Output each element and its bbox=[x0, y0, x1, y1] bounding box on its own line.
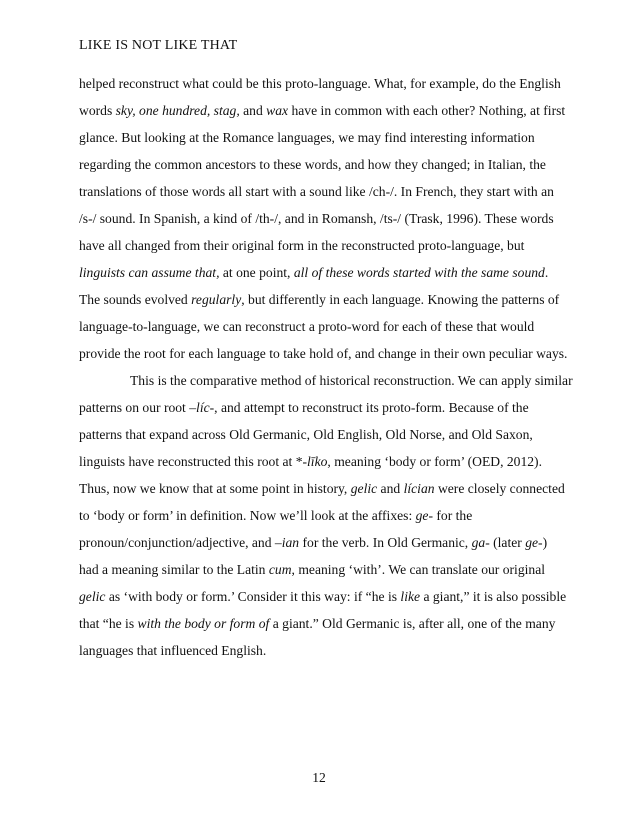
text-run: glance. But looking at the Romance languages, we may find interesting information bbox=[79, 130, 535, 145]
text-run: language-to-language, we can reconstruct a proto-word for each of these that would bbox=[79, 319, 535, 334]
text-run: patterns on our root – bbox=[79, 400, 197, 415]
italic-text: līko bbox=[307, 454, 328, 469]
text-run: helped reconstruct what could be this proto-language. What, for example, do the English bbox=[79, 76, 561, 91]
text-line bbox=[79, 313, 559, 340]
text-line bbox=[79, 475, 565, 502]
text-run: regarding the common ancestors to these words, and how they changed; in Italian, the bbox=[79, 157, 546, 172]
text-run: pronoun/conjunction/adjective, and – bbox=[79, 535, 282, 550]
text-line bbox=[79, 286, 559, 313]
text-run: for the verb. In Old Germanic, bbox=[299, 535, 472, 550]
text-run: a giant.” Old Germanic is, after all, one of the many bbox=[269, 616, 556, 631]
text-run: The sounds evolved bbox=[79, 292, 192, 307]
text-line bbox=[79, 178, 559, 205]
text-run: have all changed from their original form in the reconstructed proto-language, but bbox=[79, 238, 525, 253]
text-line bbox=[79, 394, 559, 421]
text-run: , but differently in each language. Knowing the patterns of bbox=[241, 292, 560, 307]
text-line bbox=[79, 232, 559, 259]
text-run: , and attempt to reconstruct its proto-form. Because of the bbox=[214, 400, 529, 415]
text-line bbox=[79, 637, 559, 664]
text-run: . bbox=[544, 265, 549, 280]
italic-text: gelic bbox=[79, 589, 106, 604]
text-line bbox=[79, 367, 573, 394]
text-line bbox=[79, 529, 559, 556]
text-line bbox=[79, 97, 566, 124]
text-line bbox=[79, 556, 559, 583]
italic-text: ge- bbox=[415, 508, 433, 523]
text-run: and bbox=[377, 481, 404, 496]
italic-text: ian bbox=[281, 535, 300, 550]
text-run: had a meaning similar to the Latin bbox=[79, 562, 269, 577]
text-run: that “he is bbox=[79, 616, 138, 631]
text-run: have in common with each other? Nothing, at first bbox=[288, 103, 566, 118]
text-line bbox=[79, 70, 559, 97]
text-run: patterns that expand across Old Germanic, Old English, Old Norse, and Old Saxon, bbox=[79, 427, 533, 442]
text-run: a giant,” it is also possible bbox=[420, 589, 567, 604]
italic-text: regularly bbox=[191, 292, 242, 307]
text-line bbox=[79, 205, 559, 232]
italic-text: all of these words started with the same sound bbox=[293, 265, 545, 280]
text-line bbox=[79, 502, 559, 529]
text-run: and bbox=[239, 103, 267, 118]
text-line bbox=[79, 340, 568, 367]
text-run: , meaning ‘body or form’ (OED, 2012). bbox=[327, 454, 542, 469]
text-run: words bbox=[79, 103, 116, 118]
text-run: , meaning ‘with’. We can translate our original bbox=[291, 562, 546, 577]
text-run: languages that influenced English. bbox=[79, 643, 267, 658]
italic-text: gelic bbox=[350, 481, 378, 496]
text-run: were closely connected bbox=[434, 481, 565, 496]
text-run: at one point, bbox=[219, 265, 294, 280]
italic-text: wax bbox=[266, 103, 289, 118]
text-run: provide the root for each language to take hold of, and change in their own peculiar ways. bbox=[79, 346, 568, 361]
italic-text: ga- bbox=[471, 535, 490, 550]
text-run: translations of those words all start with a sound like /ch-/. In French, they start with an bbox=[79, 184, 554, 199]
text-line bbox=[79, 448, 559, 475]
text-run: to ‘body or form’ in definition. Now we’ll look at the affixes: bbox=[79, 508, 416, 523]
italic-text: lícian bbox=[403, 481, 435, 496]
italic-text: ge- bbox=[525, 535, 543, 550]
italic-text: linguists can assume that, bbox=[79, 265, 220, 280]
text-run: for the bbox=[432, 508, 473, 523]
italic-text: cum bbox=[268, 562, 292, 577]
text-line bbox=[79, 151, 559, 178]
running-head: LIKE IS NOT LIKE THAT bbox=[79, 38, 238, 53]
text-run: linguists have reconstructed this root at *- bbox=[79, 454, 308, 469]
italic-text: with the body or form of bbox=[137, 616, 270, 631]
text-line bbox=[79, 583, 567, 610]
text-run: ) bbox=[542, 535, 548, 550]
text-run: /s-/ sound. In Spanish, a kind of /th-/, and in Romansh, /ts-/ (Trask, 1996). These words bbox=[79, 211, 554, 226]
text-run: (later bbox=[489, 535, 526, 550]
italic-text: like bbox=[400, 589, 421, 604]
text-run: as ‘with body or form.’ Consider it this way: if “he is bbox=[105, 589, 401, 604]
text-line bbox=[79, 610, 559, 637]
text-line bbox=[79, 421, 559, 448]
italic-text: líc- bbox=[196, 400, 215, 415]
italic-text: sky, one hundred, stag, bbox=[115, 103, 240, 118]
page-number: 12 bbox=[312, 770, 326, 785]
text-run: This is the comparative method of historical reconstruction. We can apply similar bbox=[130, 373, 573, 388]
text-run: Thus, now we know that at some point in history, bbox=[79, 481, 351, 496]
text-line bbox=[79, 259, 559, 286]
body-text bbox=[79, 70, 573, 664]
text-line bbox=[79, 124, 559, 151]
